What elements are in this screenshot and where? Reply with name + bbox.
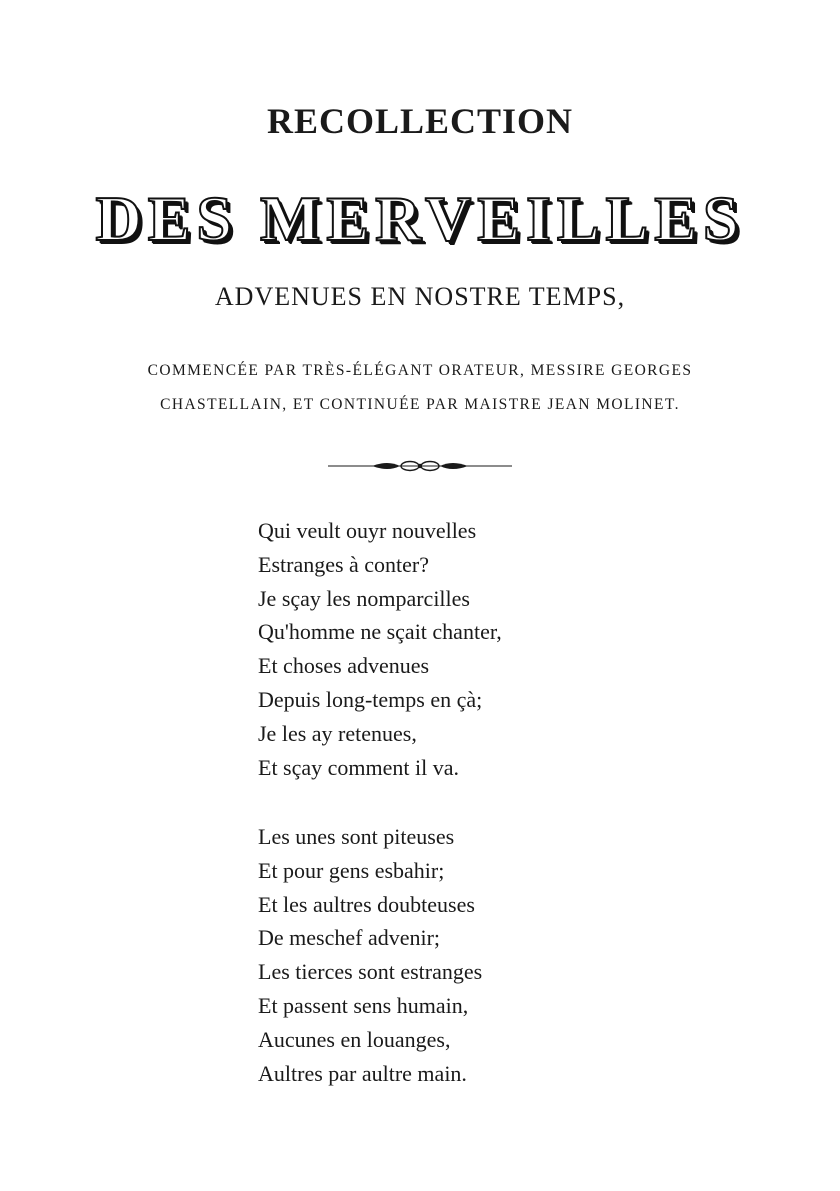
subtitle-line-2: CHASTELLAIN, ET CONTINUÉE PAR MAISTRE JEAN MOLINET. <box>160 396 680 413</box>
subtitle-line-1: COMMENCÉE PAR TRÈS-ÉLÉGANT ORATEUR, MESSIRE GEORGES <box>147 362 693 379</box>
poem-line: Les unes sont piteuses <box>258 824 455 849</box>
poem-line: Et passent sens humain, <box>258 992 469 1018</box>
poem-line: Et pour gens esbahir; <box>258 857 445 883</box>
poem-line: Et choses advenues <box>258 653 430 679</box>
poem-stanza-2 <box>258 820 482 1090</box>
poem-line: Depuis long-temps en çà; <box>258 686 483 712</box>
poem-line: Et les aultres doubteuses <box>258 891 475 917</box>
poem-line: Les tierces sont estranges <box>258 959 483 985</box>
title-advenues: ADVENUES EN NOSTRE TEMPS, <box>214 282 626 311</box>
poem-line: De meschef advenir; <box>258 925 441 951</box>
title-des-merveilles: DES MERVEILLES <box>95 183 745 254</box>
poem-line: Je sçay les nomparcilles <box>258 585 470 611</box>
poem-line: Aucunes en louanges, <box>258 1026 451 1052</box>
poem-line: Qui veult ouyr nouvelles <box>258 518 477 543</box>
poem-line: Et sçay comment il va. <box>258 754 459 780</box>
poem-line: Je les ay retenues, <box>258 720 417 746</box>
poem-stanza-1 <box>258 514 502 784</box>
ornamental-divider-icon <box>328 458 512 474</box>
poem-line: Estranges à conter? <box>258 551 430 577</box>
poem-line: Aultres par aultre main. <box>258 1060 467 1086</box>
poem-line: Qu'homme ne sçait chanter, <box>258 619 502 645</box>
title-recollection: RECOLLECTION <box>266 101 574 141</box>
